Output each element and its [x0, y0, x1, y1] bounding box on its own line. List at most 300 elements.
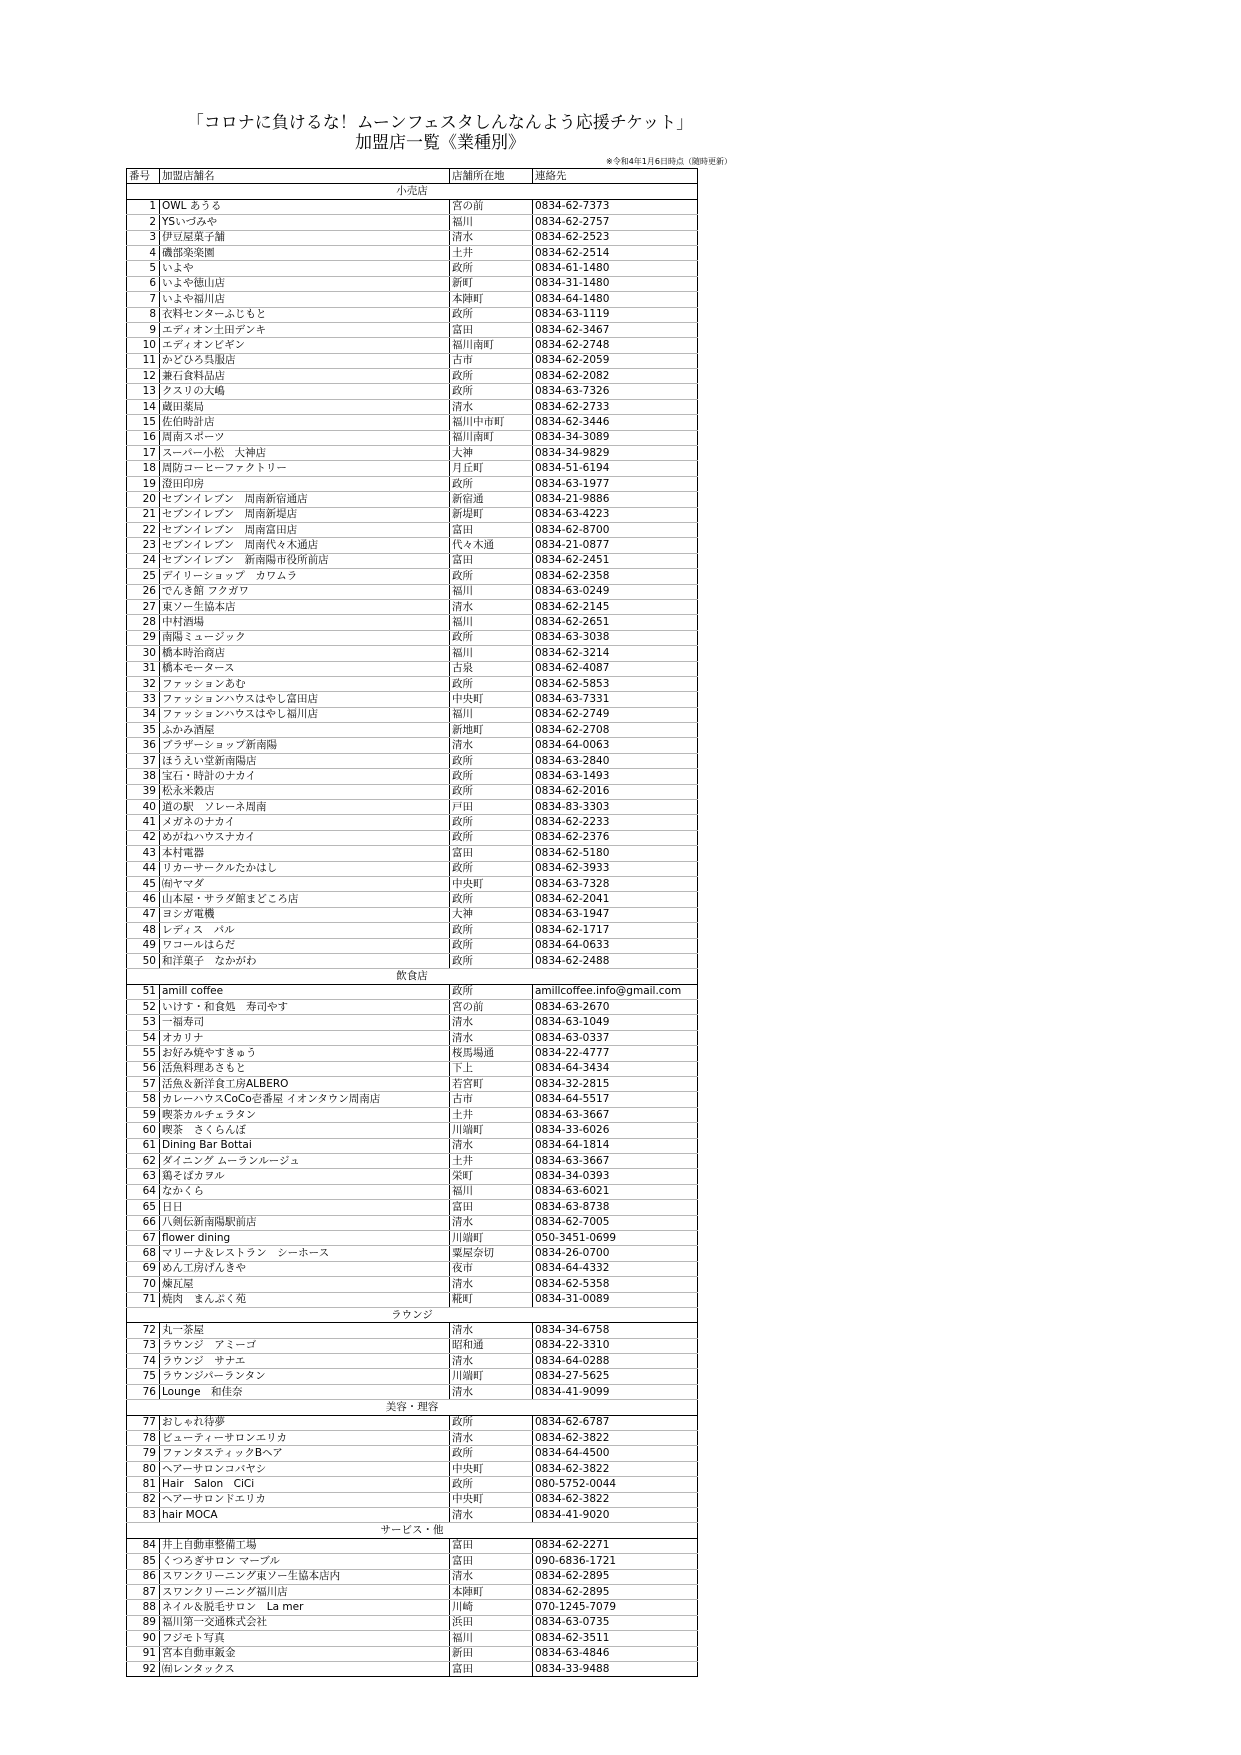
table-row	[127, 1138, 698, 1153]
table-row	[127, 1431, 698, 1446]
store-location: 宮の前	[450, 199, 533, 214]
store-name: セブンイレブン 周南代々木通店	[160, 538, 450, 553]
store-name: エディオン土田デンキ	[160, 322, 450, 337]
table-row	[127, 461, 698, 476]
table-row	[127, 1415, 698, 1430]
table-row	[127, 1477, 698, 1492]
store-location: 清水	[450, 1215, 533, 1230]
store-contact: 0834-63-7331	[533, 692, 698, 707]
store-number: 80	[127, 1461, 160, 1476]
store-name: 周南スポーツ	[160, 430, 450, 445]
store-name: ブラザーショップ新南陽	[160, 738, 450, 753]
store-number: 87	[127, 1584, 160, 1599]
store-location: 清水	[450, 1507, 533, 1522]
store-location: 夜市	[450, 1261, 533, 1276]
store-number: 41	[127, 815, 160, 830]
store-number: 36	[127, 738, 160, 753]
store-contact: 0834-21-9886	[533, 492, 698, 507]
table-row	[127, 938, 698, 953]
store-name: いよや福川店	[160, 292, 450, 307]
store-location: 福川	[450, 1184, 533, 1199]
store-contact: 0834-64-5517	[533, 1092, 698, 1107]
store-location: 政所	[450, 569, 533, 584]
store-number: 32	[127, 676, 160, 691]
table-row	[127, 384, 698, 399]
table-row	[127, 1615, 698, 1630]
store-location: 政所	[450, 676, 533, 691]
table-row	[127, 245, 698, 260]
header-contact: 連絡先	[533, 169, 698, 184]
store-location: 福川中市町	[450, 415, 533, 430]
store-number: 28	[127, 615, 160, 630]
header-location: 店舗所在地	[450, 169, 533, 184]
store-contact: 0834-31-0089	[533, 1292, 698, 1307]
store-location: 政所	[450, 384, 533, 399]
store-name: ヘアーサロンドエリカ	[160, 1492, 450, 1507]
store-name: カレーハウスCoCo壱番屋 イオンタウン周南店	[160, 1092, 450, 1107]
store-number: 35	[127, 723, 160, 738]
table-row	[127, 599, 698, 614]
store-name: リカーサークルたかはし	[160, 861, 450, 876]
store-contact: 0834-41-9099	[533, 1384, 698, 1399]
store-contact: 0834-62-3214	[533, 646, 698, 661]
store-location: 政所	[450, 1477, 533, 1492]
category-row	[127, 1307, 698, 1322]
store-number: 50	[127, 953, 160, 968]
store-name: 道の駅 ソレーネ周南	[160, 800, 450, 815]
store-location: 新町	[450, 276, 533, 291]
store-number: 85	[127, 1554, 160, 1569]
table-row	[127, 646, 698, 661]
store-location: 政所	[450, 476, 533, 491]
table-row	[127, 1061, 698, 1076]
store-contact: 0834-62-2145	[533, 599, 698, 614]
category-label: ラウンジ	[127, 1307, 698, 1322]
table-row	[127, 415, 698, 430]
table-row	[127, 846, 698, 861]
store-location: 政所	[450, 815, 533, 830]
store-name: ビューティーサロンエリカ	[160, 1431, 450, 1446]
table-row	[127, 1230, 698, 1245]
store-location: 若宮町	[450, 1077, 533, 1092]
store-contact: 0834-63-3667	[533, 1154, 698, 1169]
store-location: 清水	[450, 1030, 533, 1045]
table-row	[127, 1200, 698, 1215]
table-row	[127, 1461, 698, 1476]
store-contact: 0834-62-8700	[533, 522, 698, 537]
store-number: 33	[127, 692, 160, 707]
table-row	[127, 1123, 698, 1138]
store-contact: 0834-62-3511	[533, 1631, 698, 1646]
table-row	[127, 199, 698, 214]
store-contact: 0834-63-0735	[533, 1615, 698, 1630]
table-row	[127, 1384, 698, 1399]
table-row	[127, 1184, 698, 1199]
store-name: ラウンジパーランタン	[160, 1369, 450, 1384]
table-row	[127, 861, 698, 876]
store-number: 17	[127, 446, 160, 461]
store-name: 八剣伝新南陽駅前店	[160, 1215, 450, 1230]
store-contact: 0834-63-0337	[533, 1030, 698, 1045]
store-name: 井上自動車整備工場	[160, 1538, 450, 1553]
store-contact: 0834-34-3089	[533, 430, 698, 445]
store-name: ふかみ酒屋	[160, 723, 450, 738]
store-number: 63	[127, 1169, 160, 1184]
store-location: 政所	[450, 861, 533, 876]
store-number: 77	[127, 1415, 160, 1430]
store-contact: 0834-33-6026	[533, 1123, 698, 1138]
store-number: 4	[127, 245, 160, 260]
table-row	[127, 1338, 698, 1353]
store-location: 清水	[450, 1354, 533, 1369]
store-location: 福川	[450, 215, 533, 230]
store-location: 糀町	[450, 1292, 533, 1307]
store-location: 福川	[450, 615, 533, 630]
store-contact: 0834-62-2059	[533, 353, 698, 368]
store-number: 6	[127, 276, 160, 291]
table-row	[127, 430, 698, 445]
store-name: 中村酒場	[160, 615, 450, 630]
store-name: エディオンビギン	[160, 338, 450, 353]
store-contact: 0834-64-4500	[533, 1446, 698, 1461]
store-name: スワンクリーニング東ソー生協本店内	[160, 1569, 450, 1584]
store-location: 清水	[450, 1569, 533, 1584]
store-number: 88	[127, 1600, 160, 1615]
store-number: 2	[127, 215, 160, 230]
store-number: 39	[127, 784, 160, 799]
store-location: 栄町	[450, 1169, 533, 1184]
table-row	[127, 1030, 698, 1045]
store-contact: 0834-64-1480	[533, 292, 698, 307]
table-row	[127, 1323, 698, 1338]
table-row	[127, 907, 698, 922]
store-contact: 0834-62-5180	[533, 846, 698, 861]
store-location: 清水	[450, 1384, 533, 1399]
store-location: 本陣町	[450, 292, 533, 307]
store-location: 福川南町	[450, 430, 533, 445]
store-contact: 0834-63-8738	[533, 1200, 698, 1215]
store-contact: 0834-63-7328	[533, 876, 698, 891]
table-row	[127, 276, 698, 291]
store-name: 鶏そばカヲル	[160, 1169, 450, 1184]
store-number: 1	[127, 199, 160, 214]
store-contact: 0834-22-4777	[533, 1046, 698, 1061]
table-row	[127, 615, 698, 630]
store-number: 46	[127, 892, 160, 907]
store-location: 川端町	[450, 1230, 533, 1245]
category-label: 美容・理容	[127, 1400, 698, 1415]
store-location: 清水	[450, 230, 533, 245]
store-location: 川端町	[450, 1369, 533, 1384]
store-name: 和洋菓子 なかがわ	[160, 953, 450, 968]
store-contact: 080-5752-0044	[533, 1477, 698, 1492]
store-number: 62	[127, 1154, 160, 1169]
store-number: 89	[127, 1615, 160, 1630]
store-number: 72	[127, 1323, 160, 1338]
table-row	[127, 369, 698, 384]
store-location: 新堤町	[450, 507, 533, 522]
store-name: 一福寿司	[160, 1015, 450, 1030]
store-location: 政所	[450, 938, 533, 953]
store-contact: 0834-63-4846	[533, 1646, 698, 1661]
table-row	[127, 707, 698, 722]
store-number: 65	[127, 1200, 160, 1215]
store-name: 澄田印房	[160, 476, 450, 491]
table-row	[127, 1538, 698, 1553]
table-row	[127, 630, 698, 645]
store-number: 7	[127, 292, 160, 307]
store-number: 49	[127, 938, 160, 953]
store-name: クスリの大嶋	[160, 384, 450, 399]
store-name: amill coffee	[160, 984, 450, 999]
store-name: 橋本モータース	[160, 661, 450, 676]
store-location: 古市	[450, 353, 533, 368]
table-row	[127, 676, 698, 691]
store-name: お好み焼やすきゅう	[160, 1046, 450, 1061]
store-number: 20	[127, 492, 160, 507]
store-location: 代々木通	[450, 538, 533, 553]
store-name: ラウンジ アミーゴ	[160, 1338, 450, 1353]
store-number: 70	[127, 1277, 160, 1292]
store-contact: 0834-33-9488	[533, 1661, 698, 1676]
store-number: 19	[127, 476, 160, 491]
store-location: 昭和通	[450, 1338, 533, 1353]
category-row	[127, 1523, 698, 1538]
store-contact: 0834-63-1977	[533, 476, 698, 491]
store-location: 川崎	[450, 1600, 533, 1615]
store-number: 11	[127, 353, 160, 368]
store-number: 75	[127, 1369, 160, 1384]
store-name: OWL あうる	[160, 199, 450, 214]
store-name: なかくら	[160, 1184, 450, 1199]
store-location: 清水	[450, 1431, 533, 1446]
store-number: 58	[127, 1092, 160, 1107]
store-name: Lounge 和佳奈	[160, 1384, 450, 1399]
store-contact: 0834-63-6021	[533, 1184, 698, 1199]
store-contact: 0834-62-4087	[533, 661, 698, 676]
table-row	[127, 292, 698, 307]
store-contact: 070-1245-7079	[533, 1600, 698, 1615]
store-location: 清水	[450, 1015, 533, 1030]
store-name: ほうえい堂新南陽店	[160, 753, 450, 768]
category-row	[127, 1400, 698, 1415]
table-row	[127, 1215, 698, 1230]
store-location: 粟屋奈切	[450, 1246, 533, 1261]
store-name: レディス パル	[160, 923, 450, 938]
store-location: 政所	[450, 1446, 533, 1461]
store-name: ヨシガ電機	[160, 907, 450, 922]
store-contact: 0834-64-0063	[533, 738, 698, 753]
store-number: 29	[127, 630, 160, 645]
table-row	[127, 338, 698, 353]
store-contact: 0834-62-2376	[533, 830, 698, 845]
store-location: 政所	[450, 369, 533, 384]
table-body	[127, 184, 698, 1677]
store-contact: 0834-63-1049	[533, 1015, 698, 1030]
store-number: 31	[127, 661, 160, 676]
store-number: 12	[127, 369, 160, 384]
store-location: 古泉	[450, 661, 533, 676]
store-contact: 0834-62-1717	[533, 923, 698, 938]
table-row	[127, 538, 698, 553]
store-name: YSいづみや	[160, 215, 450, 230]
store-name: めがねハウスナカイ	[160, 830, 450, 845]
store-number: 26	[127, 584, 160, 599]
store-name: hair MOCA	[160, 1507, 450, 1522]
store-location: 富田	[450, 522, 533, 537]
store-location: 富田	[450, 1200, 533, 1215]
store-location: 中央町	[450, 1492, 533, 1507]
store-contact: 0834-63-1493	[533, 769, 698, 784]
store-location: 政所	[450, 953, 533, 968]
store-contact: 0834-63-0249	[533, 584, 698, 599]
store-name: フジモト写真	[160, 1631, 450, 1646]
table-row	[127, 553, 698, 568]
store-contact: 0834-62-3467	[533, 322, 698, 337]
table-row	[127, 1354, 698, 1369]
store-name: flower dining	[160, 1230, 450, 1245]
store-name: 喫茶 さくらんぼ	[160, 1123, 450, 1138]
store-location: 新田	[450, 1646, 533, 1661]
store-contact: 0834-22-3310	[533, 1338, 698, 1353]
table-row	[127, 784, 698, 799]
store-location: 富田	[450, 1538, 533, 1553]
store-number: 53	[127, 1015, 160, 1030]
store-name: 喫茶カルチェラタン	[160, 1107, 450, 1122]
store-number: 84	[127, 1538, 160, 1553]
store-contact: 0834-62-2041	[533, 892, 698, 907]
store-number: 60	[127, 1123, 160, 1138]
header-name: 加盟店舗名	[160, 169, 450, 184]
store-number: 78	[127, 1431, 160, 1446]
store-contact: 0834-62-3446	[533, 415, 698, 430]
store-name: めん工房げんきや	[160, 1261, 450, 1276]
table-row	[127, 1261, 698, 1276]
store-location: 中央町	[450, 692, 533, 707]
store-contact: 0834-62-2895	[533, 1584, 698, 1599]
store-contact: 0834-63-3667	[533, 1107, 698, 1122]
store-contact: 0834-62-3822	[533, 1492, 698, 1507]
store-number: 48	[127, 923, 160, 938]
store-location: 下上	[450, 1061, 533, 1076]
store-name: メガネのナカイ	[160, 815, 450, 830]
table-row	[127, 584, 698, 599]
store-name: おしゃれ待夢	[160, 1415, 450, 1430]
store-number: 64	[127, 1184, 160, 1199]
store-location: 政所	[450, 892, 533, 907]
table-row	[127, 1292, 698, 1307]
store-name: 衣料センターふじもと	[160, 307, 450, 322]
store-name: でんき館 フクガワ	[160, 584, 450, 599]
store-number: 34	[127, 707, 160, 722]
store-location: 月丘町	[450, 461, 533, 476]
store-number: 24	[127, 553, 160, 568]
store-contact: 0834-21-0877	[533, 538, 698, 553]
store-location: 富田	[450, 1661, 533, 1676]
table-row	[127, 1584, 698, 1599]
store-contact: 0834-63-2670	[533, 1000, 698, 1015]
category-row	[127, 969, 698, 984]
store-number: 55	[127, 1046, 160, 1061]
store-location: 政所	[450, 261, 533, 276]
store-number: 86	[127, 1569, 160, 1584]
store-number: 51	[127, 984, 160, 999]
store-location: 福川	[450, 646, 533, 661]
store-contact: 0834-62-2757	[533, 215, 698, 230]
store-number: 73	[127, 1338, 160, 1353]
table-row	[127, 215, 698, 230]
table-row	[127, 492, 698, 507]
table-row	[127, 1661, 698, 1676]
store-name: セブンイレブン 周南新宿通店	[160, 492, 450, 507]
store-name: スーパー小松 大神店	[160, 446, 450, 461]
store-contact: 0834-41-9020	[533, 1507, 698, 1522]
store-location: 政所	[450, 630, 533, 645]
store-name: ファッションハウスはやし富田店	[160, 692, 450, 707]
store-contact: 0834-63-1119	[533, 307, 698, 322]
store-contact: 0834-34-6758	[533, 1323, 698, 1338]
store-name: 蔵田薬局	[160, 399, 450, 414]
store-contact: 0834-62-3933	[533, 861, 698, 876]
store-number: 56	[127, 1061, 160, 1076]
store-location: 政所	[450, 984, 533, 999]
table-row	[127, 953, 698, 968]
store-location: 大神	[450, 907, 533, 922]
store-location: 福川	[450, 707, 533, 722]
table-row	[127, 476, 698, 491]
store-number: 25	[127, 569, 160, 584]
store-name: ㈲ヤマダ	[160, 876, 450, 891]
table-row	[127, 353, 698, 368]
store-name: 南陽ミュージック	[160, 630, 450, 645]
table-row	[127, 753, 698, 768]
store-contact: 0834-62-2523	[533, 230, 698, 245]
store-name: 焼肉 まんぷく苑	[160, 1292, 450, 1307]
store-name: ネイル＆脱毛サロン La mer	[160, 1600, 450, 1615]
store-contact: 0834-62-2358	[533, 569, 698, 584]
table-row	[127, 261, 698, 276]
store-contact: 0834-62-3822	[533, 1431, 698, 1446]
store-name: 橋本時治商店	[160, 646, 450, 661]
table-row	[127, 815, 698, 830]
store-contact: 0834-64-0288	[533, 1354, 698, 1369]
store-name: 東ソー生協本店	[160, 599, 450, 614]
table-row	[127, 569, 698, 584]
store-location: 政所	[450, 830, 533, 845]
store-contact: 0834-26-0700	[533, 1246, 698, 1261]
table-row	[127, 738, 698, 753]
store-contact: 0834-62-2733	[533, 399, 698, 414]
store-contact: 0834-62-7005	[533, 1215, 698, 1230]
category-label: サービス・他	[127, 1523, 698, 1538]
table-row	[127, 1554, 698, 1569]
table-row	[127, 1277, 698, 1292]
store-location: 清水	[450, 1138, 533, 1153]
store-location: 新地町	[450, 723, 533, 738]
store-name: ワコールはらだ	[160, 938, 450, 953]
store-number: 38	[127, 769, 160, 784]
store-contact: 0834-64-3434	[533, 1061, 698, 1076]
store-location: 中央町	[450, 876, 533, 891]
document-title: 「コロナに負けるな！ムーンフェスタしんなんよう応援チケット」	[186, 113, 694, 133]
store-contact: 0834-31-1480	[533, 276, 698, 291]
store-location: 政所	[450, 784, 533, 799]
store-location: 土井	[450, 1154, 533, 1169]
as-of-note: ※令和4年1月6日時点（随時更新）	[606, 157, 732, 166]
category-row	[127, 184, 698, 199]
store-name: 周防コーヒーファクトリー	[160, 461, 450, 476]
store-number: 76	[127, 1384, 160, 1399]
